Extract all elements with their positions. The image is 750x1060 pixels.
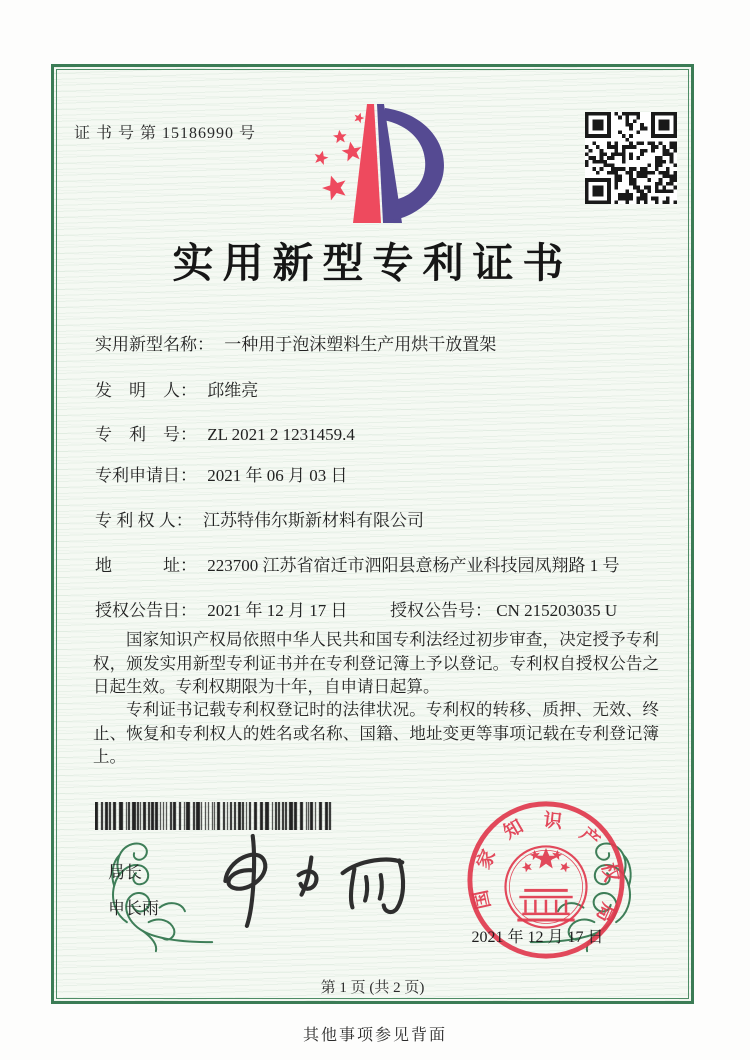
field-label: 发 明 人： xyxy=(95,381,197,400)
field-value: 一种用于泡沫塑料生产用烘干放置架 xyxy=(224,335,497,354)
svg-text:国: 国 xyxy=(470,888,495,911)
director-title: 局长 xyxy=(108,863,142,882)
field-row-grant-number xyxy=(390,596,617,621)
field-value: ZL 2021 2 1231459.4 xyxy=(207,425,355,444)
back-note: 其他事项参见背面 xyxy=(302,1027,447,1044)
field-row-filing-date xyxy=(95,461,348,486)
field-label: 专 利 号： xyxy=(95,425,197,444)
field-label: 授权公告日： xyxy=(95,601,197,620)
svg-text:识: 识 xyxy=(542,810,564,833)
field-row-name xyxy=(95,330,496,355)
svg-text:局: 局 xyxy=(591,899,619,926)
legal-paragraph-1: 国家知识产权局依照中华人民共和国专利法经过初步审查，决定授予专利权，颁发实用新型专利证书并在专利登记簿上予以登记。专利权自授权公告之日起生效。专利权期限为十年，自申请日起算。 xyxy=(93,630,659,696)
cnipa-logo-icon xyxy=(296,100,466,225)
field-row-patent-number xyxy=(95,420,355,445)
svg-text:知: 知 xyxy=(500,816,527,844)
field-value: 江苏特伟尔斯新材料有限公司 xyxy=(203,511,424,530)
field-row-patentee xyxy=(95,506,424,531)
svg-text:产: 产 xyxy=(575,823,604,852)
svg-text:权: 权 xyxy=(597,861,622,884)
field-value: CN 215203035 U xyxy=(496,601,618,620)
legal-paragraph-2: 专利证书记载专利权登记时的法律状况。专利权的转移、质押、无效、终止、恢复和专利权人的姓名或名称、国籍、地址变更等事项记载在专利登记簿上。 xyxy=(93,700,659,766)
field-label: 实用新型名称： xyxy=(95,335,214,354)
director-name: 申长雨 xyxy=(108,899,159,918)
field-row-address xyxy=(95,551,620,576)
certificate-title: 实用新型专利证书 xyxy=(172,240,573,286)
field-label: 授权公告号： xyxy=(390,601,492,620)
field-label: 地 址： xyxy=(95,556,197,575)
qr-code xyxy=(585,112,677,204)
page-number: 第 1 页 (共 2 页) xyxy=(320,980,425,996)
field-label: 专 利 权 人： xyxy=(95,511,193,530)
field-value: 邱维亮 xyxy=(207,381,259,400)
svg-text:家: 家 xyxy=(473,846,501,873)
field-row-grant-date xyxy=(95,596,348,621)
director-signature-icon xyxy=(198,828,413,930)
field-row-inventor xyxy=(95,376,258,401)
field-label: 专利申请日： xyxy=(95,466,197,485)
barcode xyxy=(95,802,333,830)
field-value: 2021 年 12 月 17 日 xyxy=(207,601,348,620)
certificate-number: 证 书 号 第 15186990 号 xyxy=(74,125,257,142)
field-value: 2021 年 06 月 03 日 xyxy=(207,466,348,485)
seal-date: 2021 年 12 月 17 日 xyxy=(471,929,604,946)
field-value: 223700 江苏省宿迁市泗阳县意杨产业科技园凤翔路 1 号 xyxy=(207,556,620,575)
